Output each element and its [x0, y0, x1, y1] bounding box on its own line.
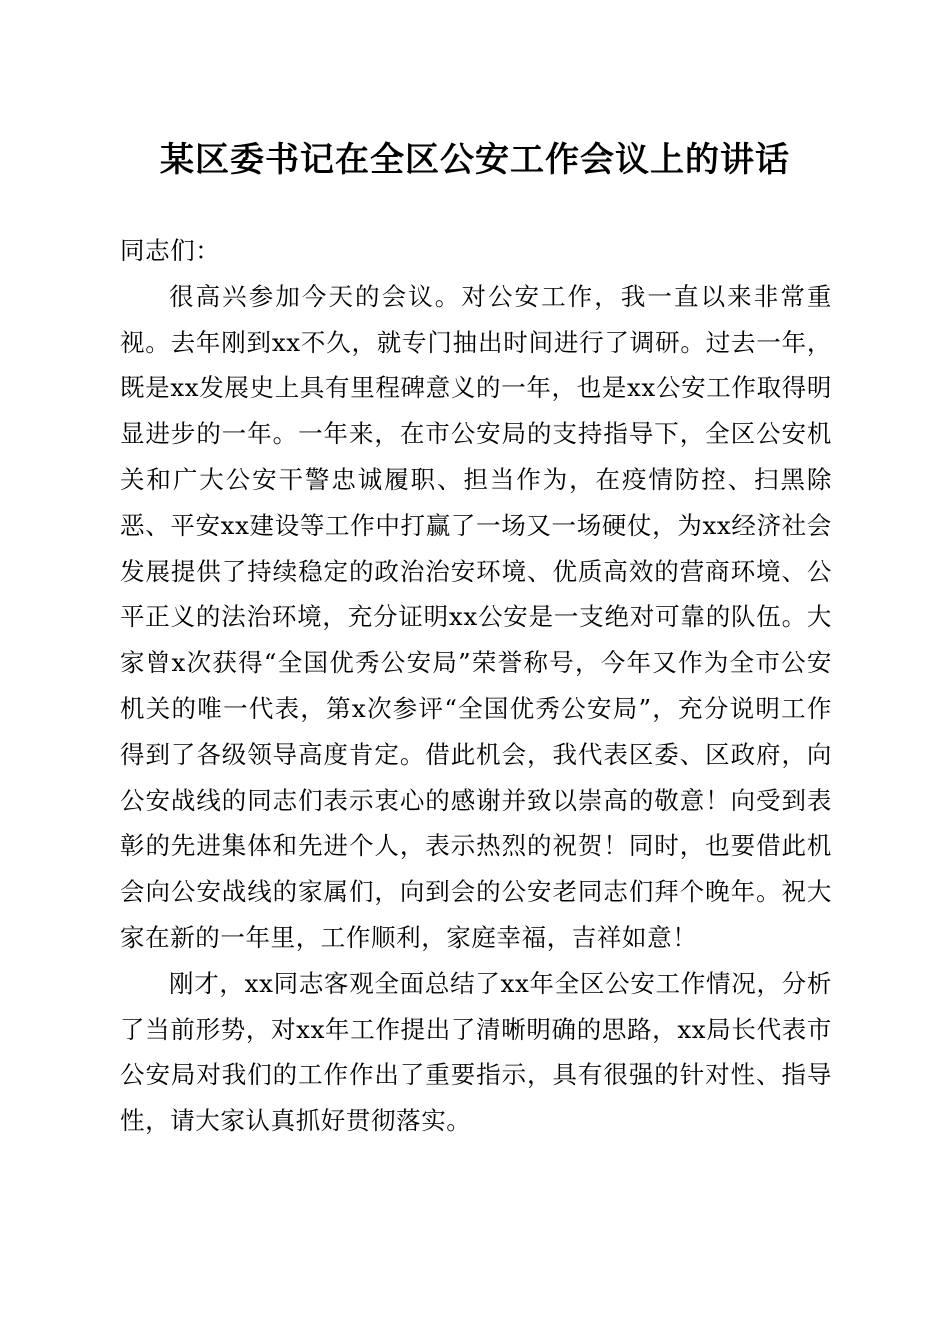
document-title: 某区委书记在全区公安工作会议上的讲话 [160, 140, 790, 180]
document-body [120, 228, 832, 1144]
paragraph-review: 刚才，xx同志客观全面总结了xx年全区公安工作情况，分析了当前形势，对xx年工作提出了清晰明确的思路，xx局长代表市公安局对我们的工作作出了重要指示，具有很强的针对性、指导性，请大家认真抓好贯彻落实。 [120, 968, 832, 1136]
paragraph-opening: 很高兴参加今天的会议。对公安工作，我一直以来非常重视。去年刚到xx不久，就专门抽出时间进行了调研。过去一年，既是xx发展史上具有里程碑意义的一年，也是xx公安工作取得明显进步的一年。一年来，在市公安局的支持指导下，全区公安机关和广大公安干警忠诚履职、担当作为，在疫情防控、扫黑除恶、平安xx建设等工作中打赢了一场又一场硬仗，为xx经济社会发展提供了持续稳定的政治治安环境、优质高效的营商环境、公平正义的法治环境，充分证明xx公安是一支绝对可靠的队伍。大家曾x次获得“全国优秀公安局”荣誉称号，今年又作为全市公安机关的唯一代表，第x次参评“全国优秀公安局”，充分说明工作得到了各级领导高度肯定。借此机会，我代表区委、区政府，向公安战线的同志们表示衷心的感谢并致以崇高的敬意！向受到表彰的先进集体和先进个人，表示热烈的祝贺！同时，也要借此机会向公安战线的家属们，向到会的公安老同志们拜个晚年。祝大家在新的一年里，工作顺利，家庭幸福，吉祥如意！ [120, 281, 832, 952]
salutation: 同志们： [120, 236, 221, 265]
